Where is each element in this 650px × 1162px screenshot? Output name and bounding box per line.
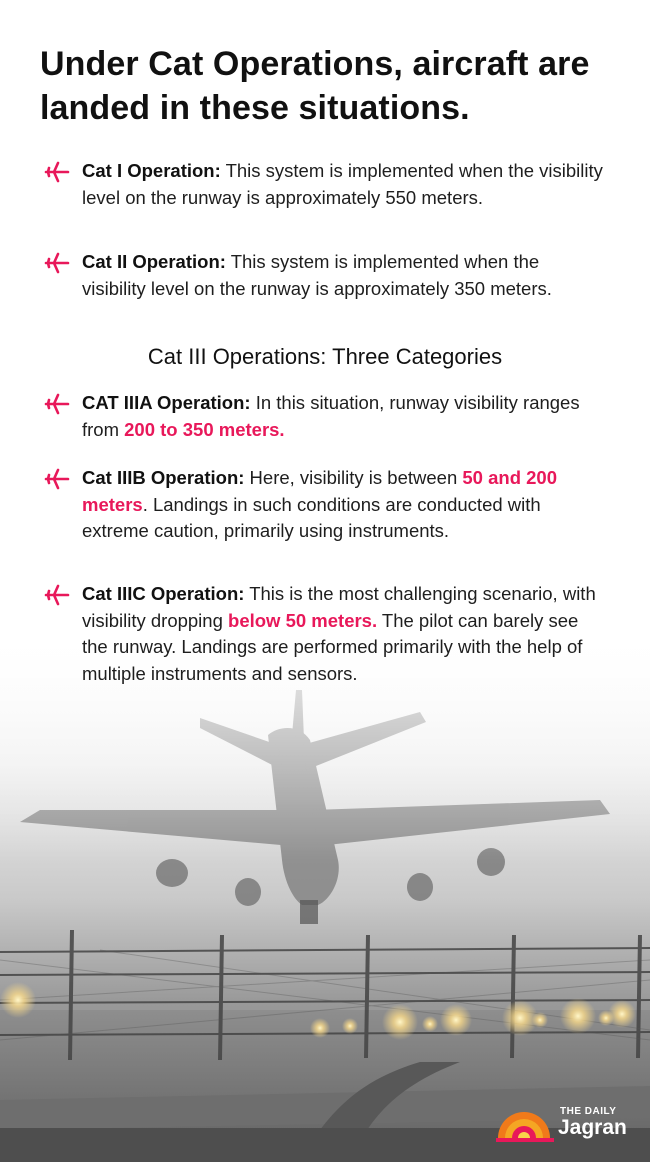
- list-item-text: [82, 465, 604, 545]
- sunrise-logo-icon: [496, 1104, 556, 1144]
- logo-top-text: THE DAILY: [560, 1106, 617, 1117]
- item-label: CAT IIIA Operation:: [82, 392, 251, 413]
- item-label: Cat IIIB Operation:: [82, 467, 245, 488]
- jagran-logo: [496, 1104, 636, 1144]
- highlight-value: below 50 meters.: [228, 609, 378, 631]
- airplane-icon: [44, 392, 70, 416]
- list-item-text: [82, 581, 604, 687]
- item-body: In this situation, runway visibility ranges from: [82, 392, 580, 440]
- item-body: This system is implemented when the visibility level on the runway is approximately 350 meters.: [82, 251, 552, 299]
- list-item-cat-iiib: [44, 465, 604, 545]
- item-body-after: The pilot can barely see the runway. Landings are performed primarily with the help of multiple instruments and sensors.: [82, 609, 583, 684]
- section-heading: Cat III Operations: Three Categories: [147, 344, 503, 369]
- list-item-text: [82, 158, 604, 211]
- airplane-icon: [44, 160, 70, 184]
- airplane-icon: [44, 251, 70, 275]
- highlight-value: 50 and 200 meters: [82, 467, 558, 515]
- item-body: Here, visibility is between: [244, 467, 463, 488]
- item-body: This is the most challenging scenario, with visibility dropping: [82, 583, 596, 631]
- page-title: Under Cat Operations, aircraft are landed in these situations.: [40, 45, 590, 127]
- list-item-cat-iiic: [44, 581, 604, 687]
- list-item-text: [82, 390, 604, 443]
- item-label: Cat II Operation:: [82, 251, 226, 272]
- list-item-cat-i: [44, 158, 604, 211]
- list-item-text: [82, 249, 604, 302]
- logo-main-text: Jagran: [558, 1116, 627, 1139]
- item-label: Cat I Operation:: [82, 160, 221, 181]
- airplane-icon: [44, 467, 70, 491]
- highlight-value: 200 to 350 meters.: [124, 418, 285, 440]
- list-item-cat-ii: [44, 249, 604, 302]
- item-label: Cat IIIC Operation:: [82, 583, 245, 604]
- item-body: This system is implemented when the visibility level on the runway is approximately 550 meters.: [82, 160, 603, 208]
- item-body-after: . Landings in such conditions are conducted with extreme caution, primarily using instruments.: [82, 493, 541, 541]
- list-item-cat-iiia: [44, 390, 604, 443]
- airplane-icon: [44, 583, 70, 607]
